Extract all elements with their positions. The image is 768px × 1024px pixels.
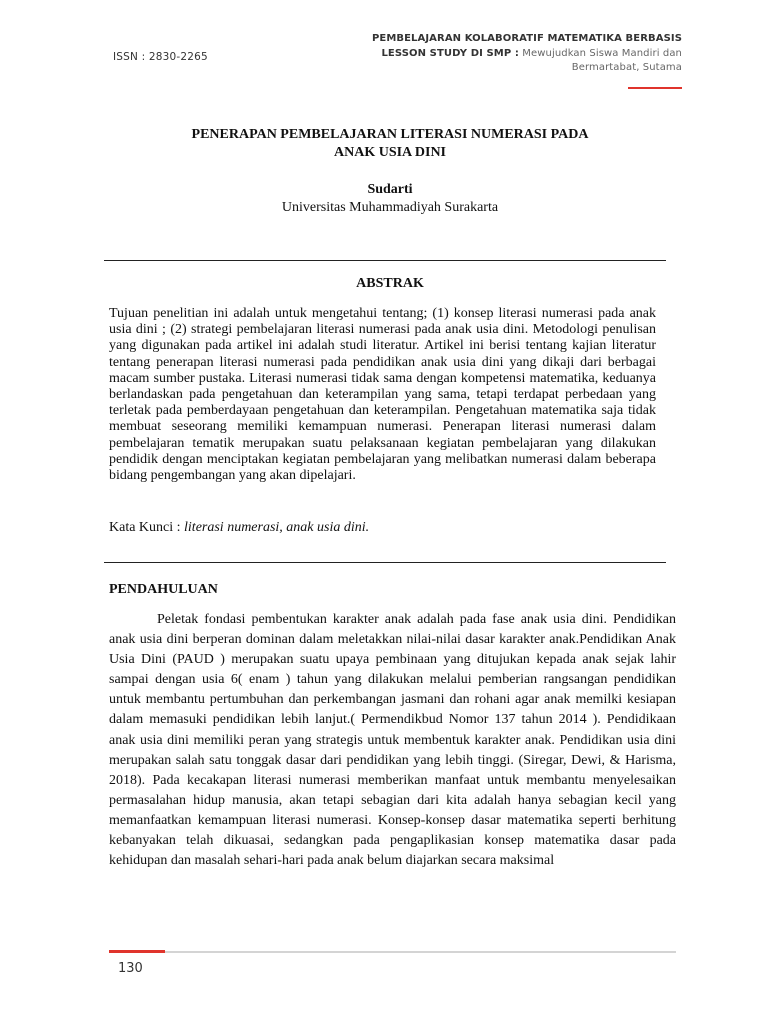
footer-rule bbox=[109, 951, 676, 953]
paper-title bbox=[100, 126, 680, 162]
running-header-line1: PEMBELAJARAN KOLABORATIF MATEMATIKA BERBASIS bbox=[371, 33, 682, 44]
page-number: 130 bbox=[118, 961, 143, 976]
author-name: Sudarti bbox=[367, 182, 413, 197]
keywords-list: literasi numerasi, anak usia dini. bbox=[184, 520, 370, 535]
running-header bbox=[372, 32, 682, 76]
running-header-line3: Bermartabat, Sutama bbox=[571, 62, 682, 73]
running-header-line2-rest: Mewujudkan Siswa Mandiri dan bbox=[518, 47, 682, 59]
author-affiliation: Universitas Muhammadiyah Surakarta bbox=[281, 200, 499, 215]
keywords-label: Kata Kunci : bbox=[109, 520, 185, 535]
running-header-line2-bold: LESSON STUDY DI SMP : bbox=[381, 47, 519, 59]
header-accent-bar bbox=[628, 87, 682, 89]
abstract-bottom-rule bbox=[104, 562, 666, 563]
footer-accent-bar bbox=[109, 950, 165, 953]
abstract-top-rule bbox=[104, 260, 666, 261]
issn-label: ISSN : 2830-2265 bbox=[113, 51, 208, 63]
abstract-text: Tujuan penelitian ini adalah untuk mengetahui tentang; (1) konsep literasi numerasi pada anak usia dini ; (2) strategi pembelajaran literasi numerasi pada anak usia dini. Metodologi penulisan yang digunakan pada artikel ini adalah studi literatur. Artikel ini berisi tentang kajian literatur tentang penerapan literasi numerasi pada pendidikan anak usia dini yang dikaji dari berbagai macam sumber pustaka. Literasi numerasi tidak sama dengan kompetensi matematika, keduanya berlandaskan pada pengetahuan dan keterampilan yang sama, tetapi terdapat perbedaan yang terletak pada pemberdayaan pengetahuan dan keterampilan. Pengetahuan matematika saja tidak membuat seseorang memiliki kemampuan numerasi. Penerapan literasi numerasi dalam pembelajaran tematik merupakan suatu pelaksanaan kegiatan pembelajaran yang dilakukan pendidik dengan menciptakan kegiatan pembelajaran yang melibatkan numerasi dalam beberapa bidang pengembangan yang akan dipelajari. bbox=[109, 306, 656, 484]
paper-title-line1: PENERAPAN PEMBELAJARAN LITERASI NUMERASI PADA bbox=[191, 127, 589, 142]
running-header-line2 bbox=[372, 47, 682, 62]
section-heading: PENDAHULUAN bbox=[109, 582, 218, 597]
abstract-heading: ABSTRAK bbox=[356, 276, 424, 291]
keywords bbox=[109, 520, 369, 536]
paper-title-line2: ANAK USIA DINI bbox=[333, 145, 447, 160]
section-body: Peletak fondasi pembentukan karakter anak adalah pada fase anak usia dini. Pendidikan anak usia dini berperan dominan dalam meletakkan nilai-nilai dasar karakter anak.Pendidikan Anak Usia Dini (PAUD ) merupakan suatu upaya pembinaan yang ditujukan kepada anak sejak lahir sampai dengan usia 6( enam ) tahun yang dilakukan melalui pemberian rangsangan pendidikan untuk membantu pertumbuhan dan perkembangan jasmani dan rohani agar anak memilki kesiapan dalam memasuki pendidikan lebih lanjut.( Permendikbud Nomor 137 tahun 2014 ). Pendidikaan anak usia dini memiliki peran yang strategis untuk membentuk karakter anak. Pendidikan usia dini merupakan salah satu tonggak dasar dari pendidikan yang lebih tinggi. (Siregar, Dewi, & Harisma, 2018). Pada kecakapan literasi numerasi memberikan manfaat untuk membantu menyelesaikan permasalahan hidup manusia, akan tetapi sebagian dari kita adalah hanya sebagian kecil yang memanfaatkan kemampuan literasi numerasi. Konsep-konsep dasar matematika seperti berhitung kebanyakan telah dikuasai, sedangkan pada pengaplikasian konsep matematika dasar pada kehidupan dan masalah sehari-hari pada anak belum diajarkan secara maksimal bbox=[109, 612, 676, 869]
